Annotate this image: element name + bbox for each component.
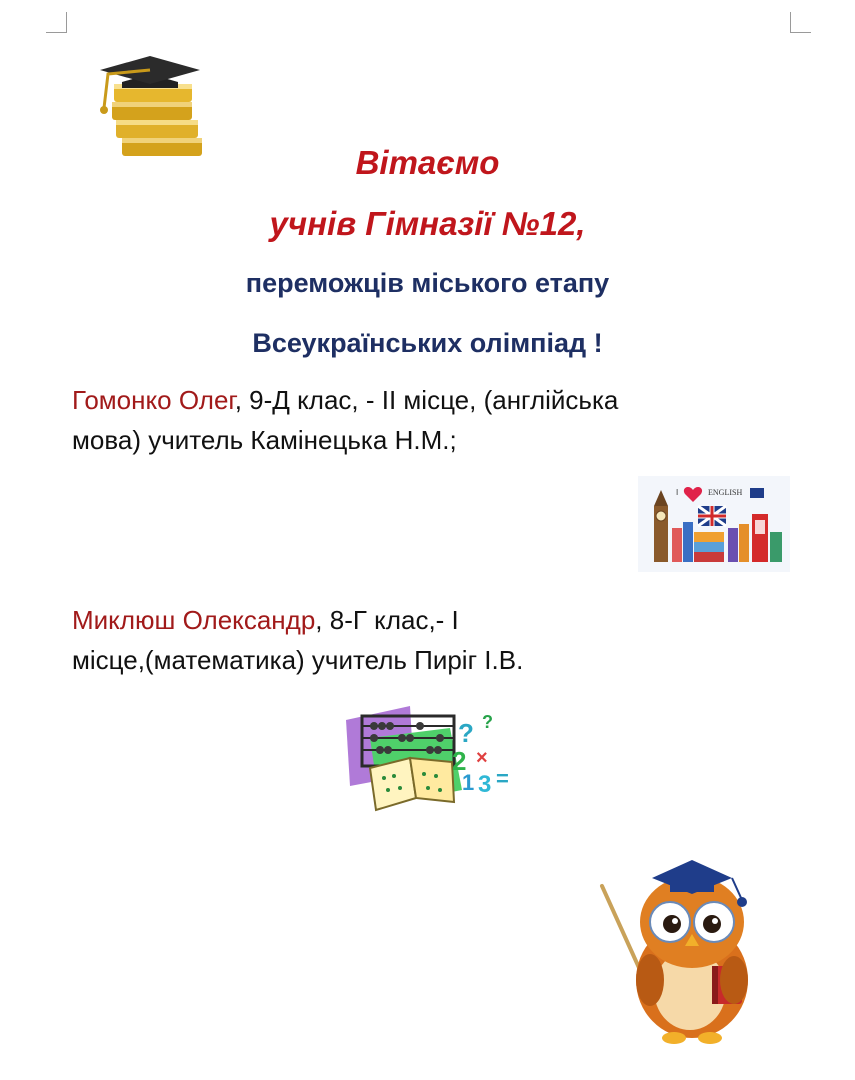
winner-entry-2 — [72, 600, 772, 680]
winner-details: , 9-Д клас, - ІІ місце, (англійська — [234, 385, 619, 415]
winners-heading: переможців міського етапу — [245, 268, 610, 298]
winner-name: Миклюш Олександр — [72, 605, 316, 635]
svg-text:?: ? — [458, 718, 474, 748]
english-label: ENGLISH — [708, 488, 743, 497]
svg-text:=: = — [496, 766, 509, 791]
english-books-illustration — [638, 476, 790, 572]
page-corner-mark-top-right — [790, 12, 811, 33]
winner-name: Гомонко Олег — [72, 385, 235, 415]
winner-teacher: мова) учитель Камінецька Н.М.; — [72, 425, 457, 455]
svg-text:×: × — [476, 747, 488, 769]
svg-text:?: ? — [482, 712, 493, 732]
svg-text:1: 1 — [462, 770, 475, 795]
winner-entry-1 — [72, 380, 772, 460]
greeting-subtitle: учнів Гімназії №12, — [269, 205, 586, 242]
svg-text:3: 3 — [478, 771, 492, 798]
owl-teacher-illustration — [592, 850, 772, 1050]
page-corner-mark-top-left — [46, 12, 67, 33]
olympiad-heading: Всеукраїнських олімпіад ! — [252, 328, 603, 358]
svg-text:2: 2 — [452, 746, 467, 776]
winner-teacher: місце,(математика) учитель Пиріг І.В. — [72, 645, 524, 675]
math-abacus-illustration — [340, 698, 526, 820]
winner-details: , 8-Г клас,- І — [315, 605, 459, 635]
greeting-title: Вітаємо — [355, 144, 500, 181]
english-i-label: I — [676, 488, 679, 497]
